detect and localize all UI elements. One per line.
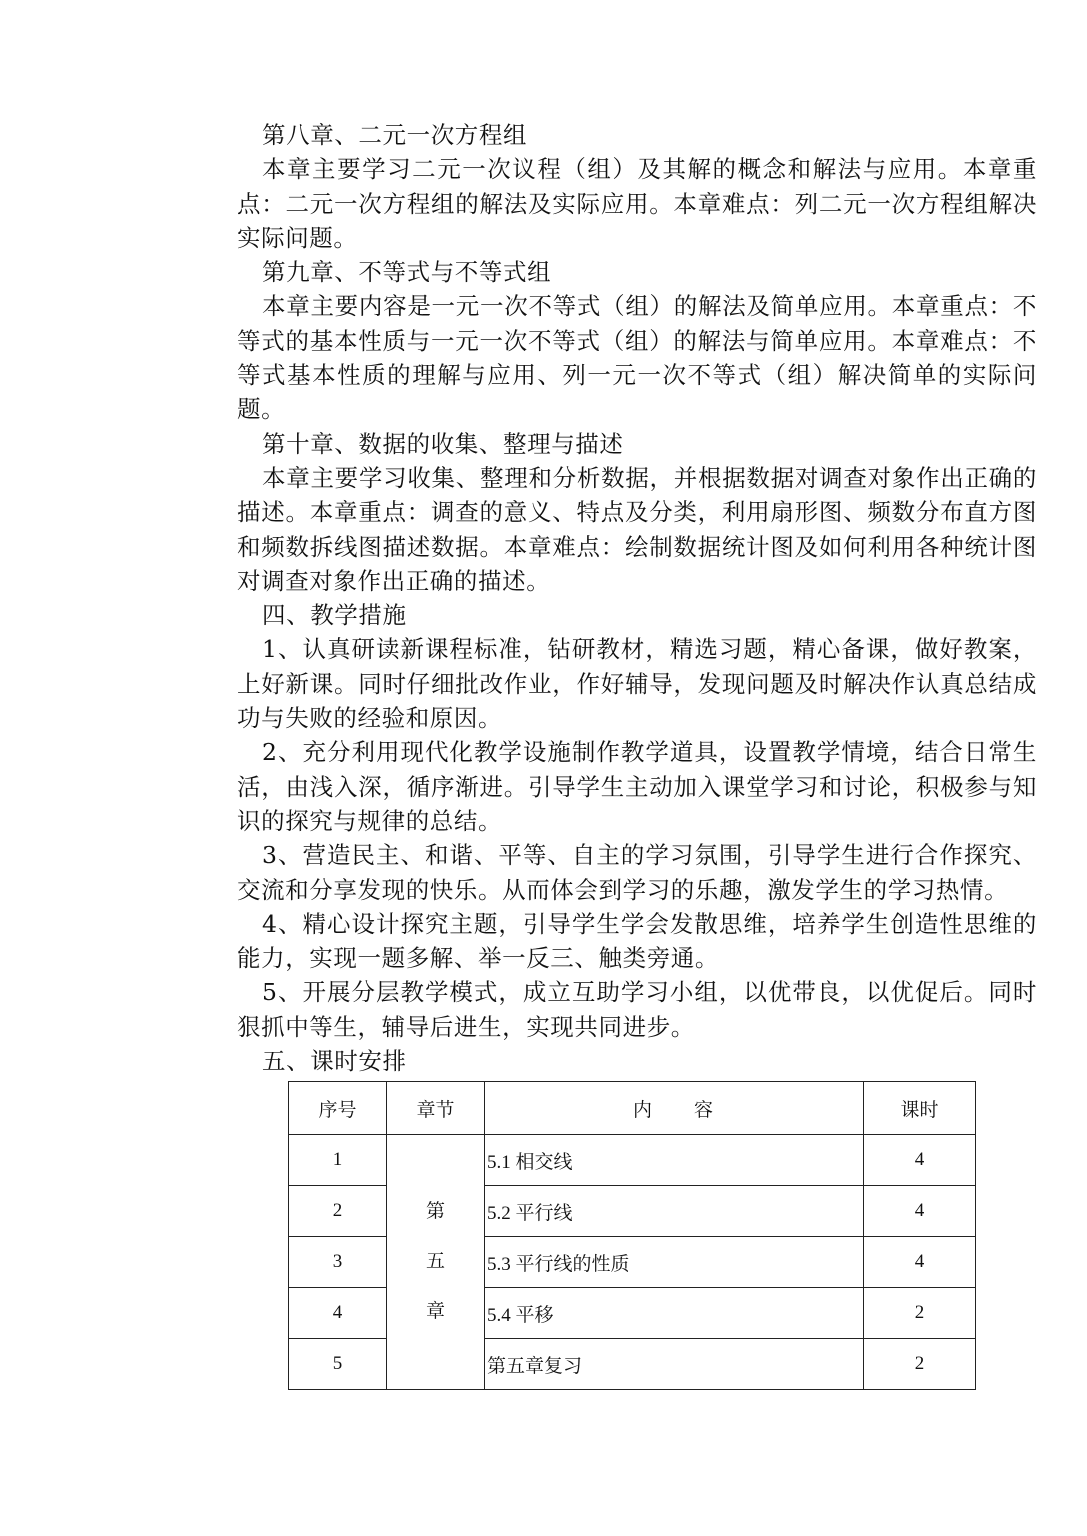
header-index: 序号 bbox=[289, 1082, 387, 1135]
row-content: 5.2 平行线 bbox=[485, 1186, 864, 1237]
row-hours: 4 bbox=[864, 1135, 976, 1186]
row-content: 5.1 相交线 bbox=[485, 1135, 864, 1186]
measure-item-3: 3、营造民主、和谐、平等、自主的学习氛围，引导学生进行合作探究、交流和分享发现的快乐。从而体会到学习的乐趣，激发学生的学习热情。 bbox=[237, 841, 1037, 904]
header-hours: 课时 bbox=[864, 1082, 976, 1135]
measure-item-4: 4、精心设计探究主题，引导学生学会发散思维，培养学生创造性思维的能力，实现一题多解、举一反三、触类旁通。 bbox=[237, 909, 1037, 973]
document-body bbox=[237, 118, 1037, 1078]
row-index: 1 bbox=[289, 1135, 387, 1186]
teaching-measures-heading: 四、教学措施 bbox=[262, 601, 407, 630]
table-header-row bbox=[289, 1082, 976, 1135]
chapter-10-summary: 本章主要学习收集、整理和分析数据，并根据数据对调查对象作出正确的描述。本章重点：调查的意义、特点及分类，利用扇形图、频数分布直方图和频数拆线图描述数据。本章难点：绘制数据统计图及如何利用各种统计图对调查对象作出正确的描述。 bbox=[237, 463, 1037, 595]
chapter-char: 五 bbox=[425, 1251, 445, 1272]
schedule-heading: 五、课时安排 bbox=[262, 1047, 407, 1076]
chapter-10-heading: 第十章、数据的收集、整理与描述 bbox=[262, 429, 624, 458]
schedule-table bbox=[288, 1081, 976, 1390]
chapter-8-summary: 本章主要学习二元一次议程（组）及其解的概念和解法与应用。本章重点：二元一次方程组的解法及实际应用。本章难点：列二元一次方程组解决实际问题。 bbox=[237, 155, 1037, 252]
measure-item-1: 1、认真研读新课程标准，钻研教材，精选习题，精心备课，做好教案，上好新课。同时仔细批改作业，作好辅导，发现问题及时解决作认真总结成功与失败的经验和原因。 bbox=[237, 635, 1037, 733]
chapter-9-heading: 第九章、不等式与不等式组 bbox=[262, 258, 552, 287]
row-hours: 2 bbox=[864, 1339, 976, 1390]
header-content-char-1: 内 bbox=[632, 1099, 654, 1121]
row-content: 5.3 平行线的性质 bbox=[485, 1237, 864, 1288]
row-content: 第五章复习 bbox=[485, 1339, 864, 1390]
header-chapter: 章节 bbox=[387, 1082, 485, 1135]
row-hours: 2 bbox=[864, 1288, 976, 1339]
chapter-9-summary: 本章主要内容是一元一次不等式（组）的解法及简单应用。本章重点：不等式的基本性质与一元一次不等式（组）的解法与简单应用。本章难点：不等式基本性质的理解与应用、列一元一次不等式（组）解决简单的实际问题。 bbox=[237, 292, 1037, 424]
row-content: 5.4 平移 bbox=[485, 1288, 864, 1339]
row-index: 5 bbox=[289, 1339, 387, 1390]
measure-item-2: 2、充分利用现代化教学设施制作教学道具，设置教学情境，结合日常生活，由浅入深，循序渐进。引导学生主动加入课堂学习和讨论，积极参与知识的探究与规律的总结。 bbox=[237, 738, 1037, 835]
row-hours: 4 bbox=[864, 1237, 976, 1288]
row-index: 3 bbox=[289, 1237, 387, 1288]
chapter-char: 章 bbox=[425, 1301, 445, 1322]
header-content bbox=[485, 1082, 864, 1135]
table-row bbox=[289, 1135, 976, 1186]
chapter-cell bbox=[387, 1135, 485, 1390]
chapter-char: 第 bbox=[425, 1201, 445, 1222]
measure-item-5: 5、开展分层教学模式，成立互助学习小组，以优带良，以优促后。同时狠抓中等生，辅导后进生，实现共同进步。 bbox=[237, 978, 1037, 1041]
row-index: 4 bbox=[289, 1288, 387, 1339]
chapter-8-heading: 第八章、二元一次方程组 bbox=[262, 121, 528, 149]
header-content-char-2: 容 bbox=[694, 1099, 716, 1121]
row-index: 2 bbox=[289, 1186, 387, 1237]
row-hours: 4 bbox=[864, 1186, 976, 1237]
